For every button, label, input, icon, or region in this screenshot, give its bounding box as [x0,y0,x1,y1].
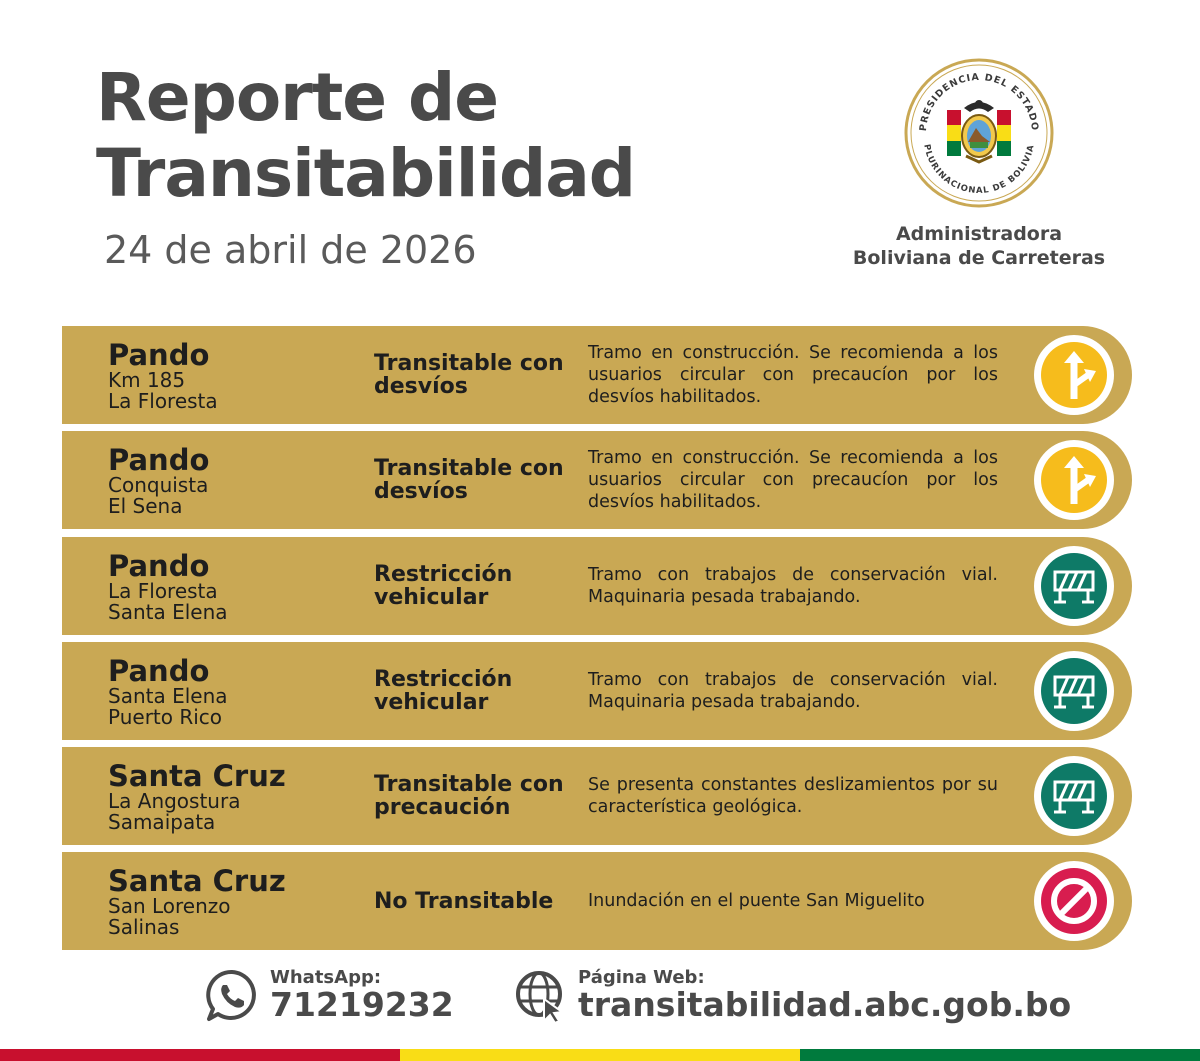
page-title [96,60,635,212]
status-description: Tramo en construcción. Se recomienda a los usuarios circular con precaucíon por los desvíos habilitados. [588,448,998,512]
status-label: Restricción vehicular [374,562,513,610]
segment-to: Puerto Rico [108,705,223,729]
seal-text-bottom: PLURINACIONAL DE BOLIVIA [921,143,1037,197]
department-name: Santa Cruz [108,759,286,793]
segment-from: Conquista [108,473,209,497]
whatsapp-icon [204,968,260,1024]
website-url: transitabilidad.abc.gob.bo [578,985,1072,1024]
status-description: Tramo en construcción. Se recomienda a los usuarios circular con precaucíon por los desvíos habilitados. [588,343,998,407]
road-segment [108,340,358,412]
no-entry-icon [1034,861,1114,941]
status-description: Tramo con trabajos de conservación vial. Maquinaria pesada trabajando. [588,565,998,607]
status-description: Inundación en el puente San Miguelito [588,891,925,911]
detour-icon [1034,335,1114,415]
status-label: Transitable con desvíos [374,456,564,504]
bolivia-flag-stripe [0,1049,1200,1061]
website-link[interactable] [514,964,1071,1028]
report-date: 24 de abril de 2026 [104,228,477,272]
roadwork-barrier-icon [1034,651,1114,731]
report-row [62,537,1132,635]
website-label: Página Web: [578,967,705,988]
report-row [62,747,1132,845]
segment-from: San Lorenzo [108,894,231,918]
status-label: No Transitable [374,888,554,914]
road-segment [108,445,358,517]
flag-green-band [800,1049,1200,1061]
org-line-1: Administradora [895,223,1063,245]
globe-cursor-icon [514,969,568,1023]
organization-name [840,222,1118,270]
segment-to: El Sena [108,494,183,518]
org-line-2: Boliviana de Carreteras [852,247,1106,269]
segment-to: Santa Elena [108,600,228,624]
bolivia-state-seal-logo [904,58,1054,208]
segment-from: Km 185 [108,368,186,392]
status-description: Tramo con trabajos de conservación vial. Maquinaria pesada trabajando. [588,670,998,712]
department-name: Pando [108,654,210,688]
report-row [62,431,1132,529]
report-row [62,852,1132,950]
roadwork-barrier-icon [1034,546,1114,626]
road-segment [108,656,358,728]
whatsapp-label: WhatsApp: [270,967,382,988]
road-segment [108,761,358,833]
department-name: Pando [108,443,210,477]
segment-to: Salinas [108,915,180,939]
department-name: Pando [108,549,210,583]
flag-red-band [0,1049,400,1061]
title-line-1: Reporte de [96,59,499,136]
segment-from: La Angostura [108,789,241,813]
road-segment [108,551,358,623]
status-label: Transitable con desvíos [374,351,564,399]
status-label: Restricción vehicular [374,667,513,715]
detour-icon [1034,440,1114,520]
segment-from: Santa Elena [108,684,228,708]
segment-from: La Floresta [108,579,218,603]
flag-yellow-band [400,1049,800,1061]
department-name: Santa Cruz [108,864,286,898]
road-segment [108,866,358,938]
department-name: Pando [108,338,210,372]
roadwork-barrier-icon [1034,756,1114,836]
report-row [62,326,1132,424]
report-row [62,642,1132,740]
whatsapp-contact[interactable] [204,964,454,1028]
status-description: Se presenta constantes deslizamientos por su característica geológica. [588,775,998,817]
title-line-2: Transitabilidad [96,135,635,212]
status-label: Transitable con precaución [374,772,564,820]
segment-to: La Floresta [108,389,218,413]
seal-text-top: PRESIDENCIA DEL ESTADO [917,71,1041,132]
segment-to: Samaipata [108,810,216,834]
whatsapp-number: 71219232 [270,985,454,1024]
